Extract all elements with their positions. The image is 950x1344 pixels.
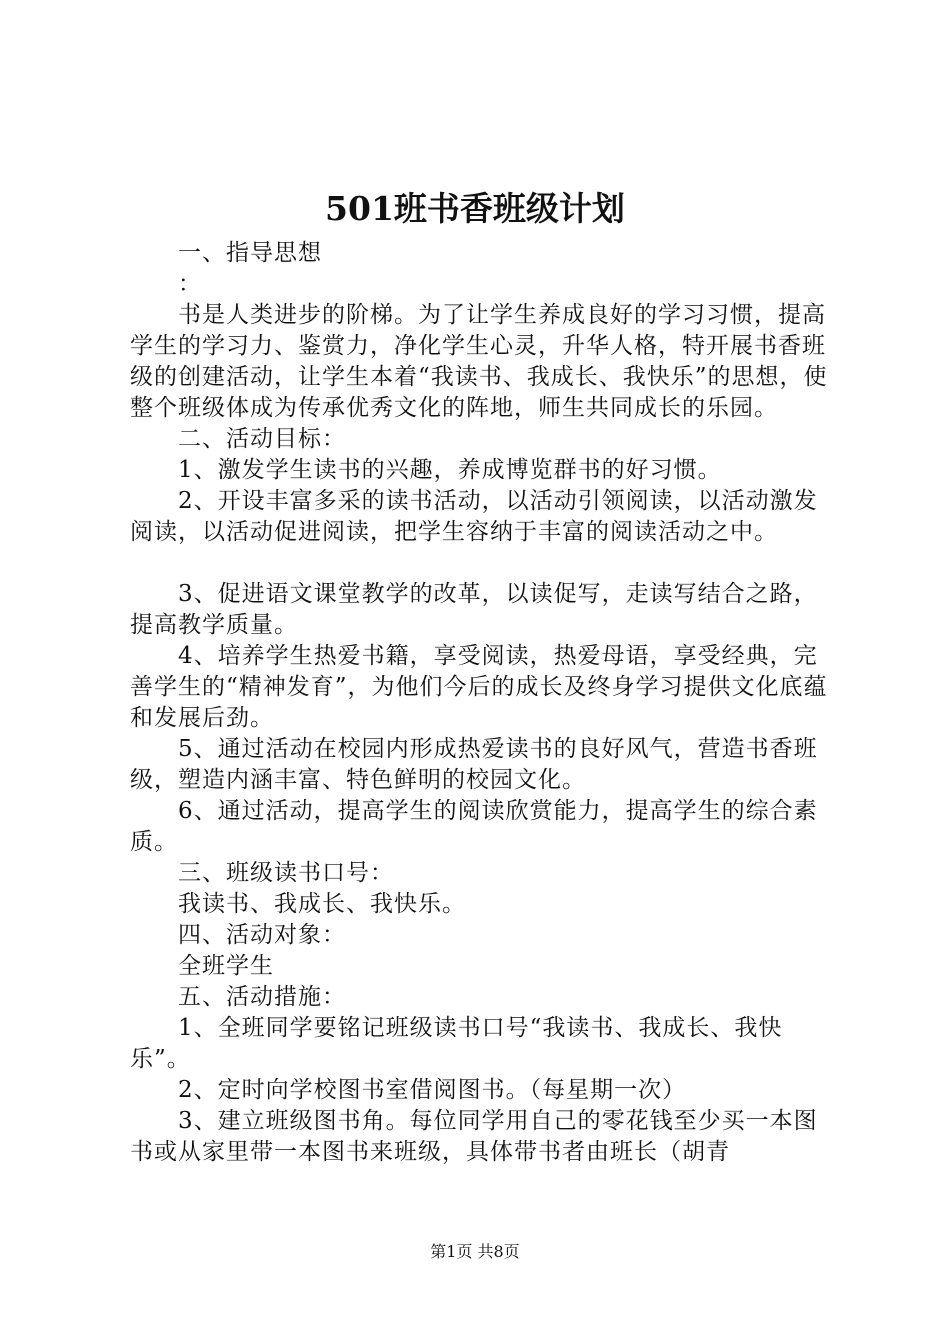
paragraph: 全班学生 <box>178 953 274 979</box>
paragraph: 我读书、我成长、我快乐。 <box>178 891 466 917</box>
paragraph: 一、指导思想 <box>178 240 322 266</box>
paragraph: 2、开设丰富多采的读书活动，以活动引领阅读，以活动激发阅读，以活动促进阅读，把学生容纳于丰富的阅读活动之中。 <box>130 488 818 545</box>
paragraph: 五、活动措施： <box>178 984 346 1010</box>
paragraph: 1、全班同学要铭记班级读书口号“我读书、我成长、我快乐”。 <box>130 1015 783 1072</box>
paragraph: 6、通过活动，提高学生的阅读欣赏能力，提高学生的综合素质。 <box>130 798 818 855</box>
page-footer: 第1页 共8页 <box>430 1242 520 1261</box>
paragraph: 2、定时向学校图书室借阅图书。（每星期一次） <box>178 1077 687 1103</box>
document-body <box>130 238 835 1168</box>
paragraph: 3、建立班级图书角。每位同学用自己的零花钱至少买一本图书或从家里带一本图书来班级，具体带书者由班长（胡青 <box>130 1108 818 1165</box>
paragraph: 二、活动目标： <box>178 426 346 452</box>
paragraph: 1、激发学生读书的兴趣，养成博览群书的好习惯。 <box>178 457 722 483</box>
paragraph: 书是人类进步的阶梯。为了让学生养成良好的学习习惯，提高学生的学习力、鉴赏力，净化学生心灵，升华人格，特开展书香班级的创建活动，让学生本着“我读书、我成长、我快乐”的思想，使整个班级体成为传承优秀文化的阵地，师生共同成长的乐园。 <box>130 302 828 421</box>
paragraph: 四、活动对象： <box>178 922 346 948</box>
paragraph: 三、班级读书口号： <box>178 860 394 886</box>
paragraph: 3、促进语文课堂教学的改革，以读促写，走读写结合之路，提高教学质量。 <box>130 581 818 638</box>
paragraph: 4、培养学生热爱书籍，享受阅读，热爱母语，享受经典，完善学生的“精神发育”，为他们今后的成长及终身学习提供文化底蕴和发展后劲。 <box>130 643 828 731</box>
paragraph: ： <box>178 271 202 297</box>
blank-line <box>130 548 835 579</box>
paragraph: 5、通过活动在校园内形成热爱读书的良好风气，营造书香班级，塑造内涵丰富、特色鲜明的校园文化。 <box>130 736 818 793</box>
page-title: 501班书香班级计划 <box>325 189 625 228</box>
